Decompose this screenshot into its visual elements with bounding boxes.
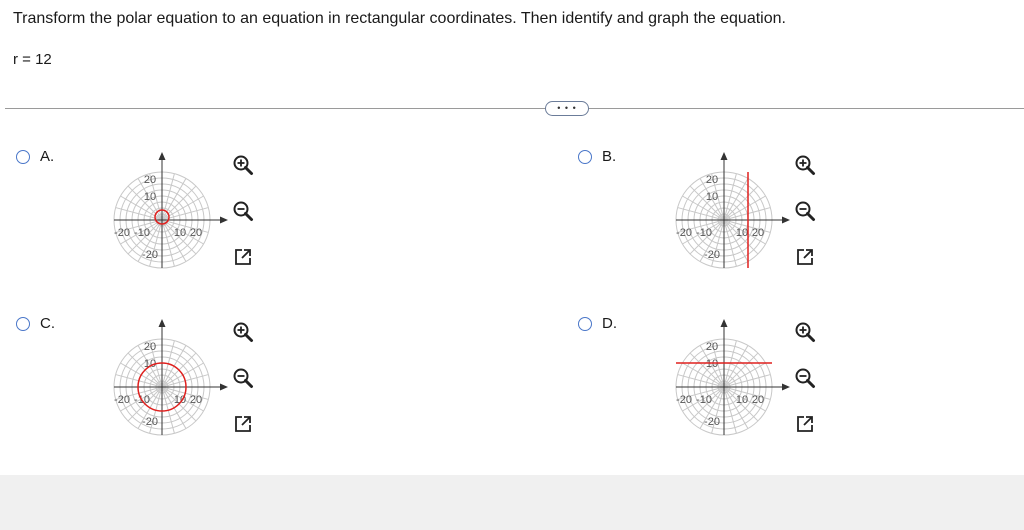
tick-label-right2: 20 bbox=[189, 394, 203, 406]
x-axis-arrow bbox=[782, 384, 790, 391]
x-axis-arrow bbox=[220, 384, 228, 391]
option-d[interactable] bbox=[578, 317, 1018, 457]
tick-label-left2: -10 bbox=[696, 394, 712, 406]
tick-label-left: -20 bbox=[676, 227, 692, 239]
tick-label-mid-top: 10 bbox=[143, 358, 157, 370]
tick-label-left: -20 bbox=[676, 394, 692, 406]
open-external-icon[interactable] bbox=[794, 246, 816, 268]
tick-label-right2: 20 bbox=[751, 227, 765, 239]
zoom-in-icon[interactable] bbox=[794, 154, 816, 176]
tick-label-bottom: -20 bbox=[142, 416, 158, 428]
tick-label-top: 20 bbox=[705, 174, 719, 186]
option-c[interactable] bbox=[16, 317, 456, 457]
y-axis-arrow bbox=[721, 152, 728, 160]
tick-label-left: -20 bbox=[114, 394, 130, 406]
option-a[interactable] bbox=[16, 150, 456, 290]
radio-option-a[interactable] bbox=[16, 150, 30, 164]
y-axis-arrow bbox=[159, 319, 166, 327]
open-external-icon[interactable] bbox=[794, 413, 816, 435]
zoom-out-icon[interactable] bbox=[232, 367, 254, 389]
graph-option-a bbox=[96, 146, 236, 276]
graph-option-b bbox=[658, 146, 798, 276]
option-letter: A. bbox=[40, 148, 55, 165]
tick-label-top: 20 bbox=[143, 174, 157, 186]
tick-label-left2: -10 bbox=[134, 394, 150, 406]
tick-label-left: -20 bbox=[114, 227, 130, 239]
radio-option-d[interactable] bbox=[578, 317, 592, 331]
tick-label-right: 10 bbox=[173, 227, 187, 239]
tick-label-top: 20 bbox=[705, 341, 719, 353]
option-letter: D. bbox=[602, 315, 617, 332]
x-axis-arrow bbox=[782, 217, 790, 224]
x-axis-arrow bbox=[220, 217, 228, 224]
zoom-in-icon[interactable] bbox=[232, 321, 254, 343]
tick-label-left2: -10 bbox=[134, 227, 150, 239]
zoom-out-icon[interactable] bbox=[232, 200, 254, 222]
tick-label-bottom: -20 bbox=[704, 416, 720, 428]
option-b[interactable] bbox=[578, 150, 1018, 290]
zoom-out-icon[interactable] bbox=[794, 367, 816, 389]
tick-label-mid-top: 10 bbox=[705, 358, 719, 370]
tick-label-mid-top: 10 bbox=[143, 191, 157, 203]
y-axis-arrow bbox=[721, 319, 728, 327]
question-text: Transform the polar equation to an equation in rectangular coordinates. Then identify and graph the equation. bbox=[13, 10, 786, 27]
tick-label-left2: -10 bbox=[696, 227, 712, 239]
zoom-in-icon[interactable] bbox=[794, 321, 816, 343]
radio-option-b[interactable] bbox=[578, 150, 592, 164]
tick-label-right: 10 bbox=[173, 394, 187, 406]
tick-label-right: 10 bbox=[735, 394, 749, 406]
graph-option-d bbox=[658, 313, 798, 443]
tick-label-mid-top: 10 bbox=[705, 191, 719, 203]
footer-bar bbox=[0, 475, 1024, 530]
open-external-icon[interactable] bbox=[232, 413, 254, 435]
open-external-icon[interactable] bbox=[232, 246, 254, 268]
option-letter: B. bbox=[602, 148, 617, 165]
polar-equation: r = 12 bbox=[13, 51, 52, 68]
zoom-out-icon[interactable] bbox=[794, 200, 816, 222]
tick-label-right: 10 bbox=[735, 227, 749, 239]
y-axis-arrow bbox=[159, 152, 166, 160]
tick-label-right2: 20 bbox=[751, 394, 765, 406]
expand-more-button[interactable]: • • • bbox=[545, 101, 589, 116]
tick-label-top: 20 bbox=[143, 341, 157, 353]
option-letter: C. bbox=[40, 315, 55, 332]
section-divider bbox=[5, 108, 1024, 109]
radio-option-c[interactable] bbox=[16, 317, 30, 331]
tick-label-bottom: -20 bbox=[142, 249, 158, 261]
zoom-in-icon[interactable] bbox=[232, 154, 254, 176]
tick-label-right2: 20 bbox=[189, 227, 203, 239]
tick-label-bottom: -20 bbox=[704, 249, 720, 261]
graph-option-c bbox=[96, 313, 236, 443]
